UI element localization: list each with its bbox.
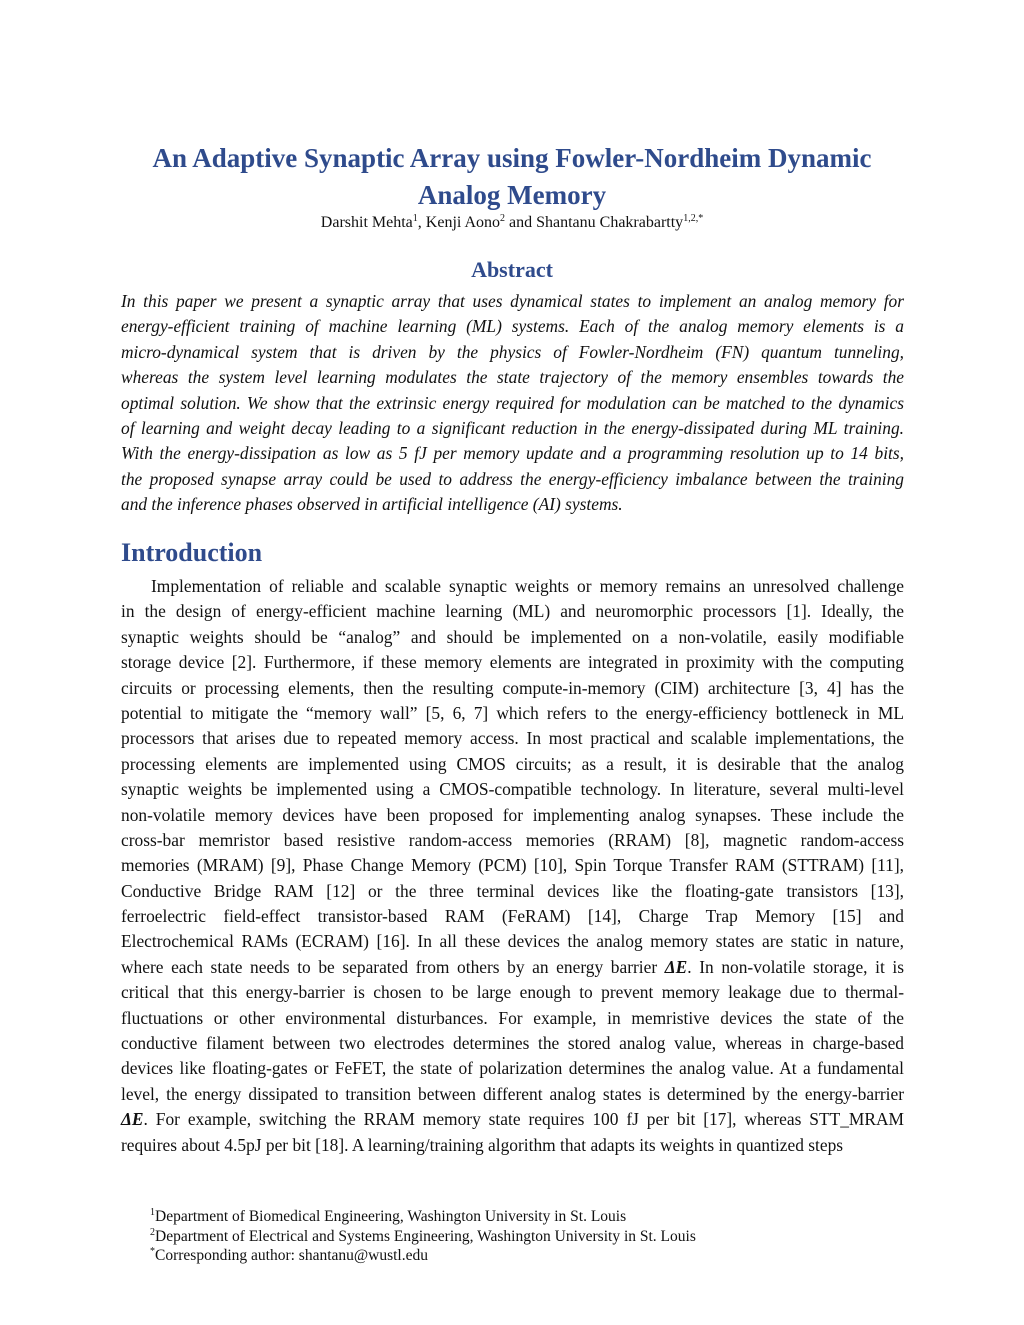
author-affiliation-mark: 2 [500,213,505,224]
text-line: level, the energy dissipated to transition between different analog states is determined by the energy-barrier [121,1083,904,1104]
delta-e-symbol: ΔE [121,1109,144,1130]
text-line: in the design of energy-efficient machine learning (ML) and neuromorphic processors [1]. Ideally, the [121,601,904,622]
footnote [150,1227,696,1247]
text-line: whereas the system level learning modulates the state trajectory of the memory ensembles towards the [121,367,904,388]
footnote [150,1246,696,1266]
text-line: conductive filament between two electrodes determines the stored analog value, whereas in charge-based [121,1033,904,1054]
author-name: Kenji Aono [425,214,500,231]
text-line: With the energy-dissipation as low as 5 fJ per memory update and a programming resolution up to 14 bits, [121,443,904,464]
footnote-text: Department of Electrical and Systems Engineering, Washington University in St. Louis [155,1227,696,1245]
text-line: optimal solution. We show that the extrinsic energy required for modulation can be matched to the dynamics [121,392,904,413]
footnote [150,1207,696,1227]
text-line: Conductive Bridge RAM [12] or the three terminal devices like the floating-gate transistors [13], [121,880,904,901]
author-name: Darshit Mehta [320,214,413,231]
text-line: ferroelectric field-effect transistor-based RAM (FeRAM) [14], Charge Trap Memory [15] and [121,906,904,927]
text-line: processing elements are implemented using CMOS circuits; as a result, it is desirable that the analog [121,753,904,774]
text-line: non-volatile memory devices have been proposed for implementing analog synapses. These include the [121,804,904,825]
author-affiliation-mark: 1 [412,213,418,224]
text-line: synaptic weights be implemented using a CMOS-compatible technology. In literature, several multi-level [121,779,904,800]
text-line: and the inference phases observed in artificial intelligence (AI) systems. [121,494,623,515]
author-name: Shantanu Chakrabartty [536,214,684,231]
text-line: In this paper we present a synaptic array that uses dynamical states to implement an analog memory for [121,291,904,311]
text-line: Implementation of reliable and scalable synaptic weights or memory remains an unresolved challenge [151,576,904,596]
abstract-heading: Abstract [471,257,553,282]
text-line: cross-bar memristor based resistive random-access memories (RRAM) [8], magnetic random-access [121,829,904,850]
footnote-text: Corresponding author: shantanu@wustl.edu [155,1247,428,1264]
footnote-mark: 1 [150,1207,155,1218]
text-line: critical that this energy-barrier is chosen to be large enough to prevent memory leakage due to thermal- [121,982,904,1003]
delta-e-symbol: ΔE [664,956,688,977]
footnotes [150,1207,696,1266]
text-line: micro-dynamical system that is driven by the physics of Fowler-Nordheim (FN) quantum tunneling, [121,341,904,362]
footnote-text: Department of Biomedical Engineering, Washington University in St. Louis [155,1208,627,1225]
introduction-heading: Introduction [121,538,263,567]
title-line: Analog Memory [417,180,607,210]
text-line: synaptic weights should be “analog” and should be implemented on a non-volatile, easily modifiable [121,626,904,647]
text-line: memories (MRAM) [9], Phase Change Memory (PCM) [10], Spin Torque Transfer RAM (STTRAM) [11], [121,855,904,876]
title-line: An Adaptive Synaptic Array using Fowler-Nordheim Dynamic [152,143,872,173]
text-line: ΔE. For example, switching the RRAM memory state requires 100 fJ per bit [17], whereas STT_MRAM [121,1109,904,1130]
text-line: processors that arises due to repeated memory access. In most practical and scalable implementations, the [121,728,904,749]
text-line: energy-efficient training of machine learning (ML) systems. Each of the analog memory elements is a [121,316,904,337]
author-list: Darshit Mehta$^1$, Kenji Aono$^2$ and Shantanu Chakrabartty$^{1,2,*}$ [320,213,704,231]
text-line: of learning and weight decay leading to a significant reduction in the energy-dissipated during ML training. [121,417,904,438]
introduction-body [121,574,904,1158]
abstract-body [121,289,904,518]
footnote-mark: 2 [150,1226,155,1238]
text-line: Electrochemical RAMs (ECRAM) [16]. In all these devices the analog memory states are static in nature, [121,931,904,952]
text-line: potential to mitigate the “memory wall” [5, 6, 7] which refers to the energy-efficiency bottleneck in ML [121,702,904,723]
author-affiliation-mark: 1,2,* [683,213,704,224]
text-line: fluctuations or other environmental disturbances. For example, in memristive devices the state of the [121,1007,904,1028]
text-line: circuits or processing elements, then the resulting compute-in-memory (CIM) architecture [3, 4] has the [121,677,904,698]
text-line: devices like floating-gates or FeFET, the state of polarization determines the analog value. At a fundamental [121,1058,904,1079]
footnote-mark: * [150,1246,155,1257]
paper-title [0,140,1024,214]
text-line: the proposed synapse array could be used to address the energy-efficiency imbalance between the training [121,468,904,489]
text-line: requires about 4.5pJ per bit [18]. A learning/training algorithm that adapts its weights in quantized steps [121,1134,844,1155]
text-line: where each state needs to be separated from others by an energy barrier ΔE. In non-volatile storage, it is [121,956,904,977]
text-line: storage device [2]. Furthermore, if these memory elements are integrated in proximity with the computing [121,652,904,673]
